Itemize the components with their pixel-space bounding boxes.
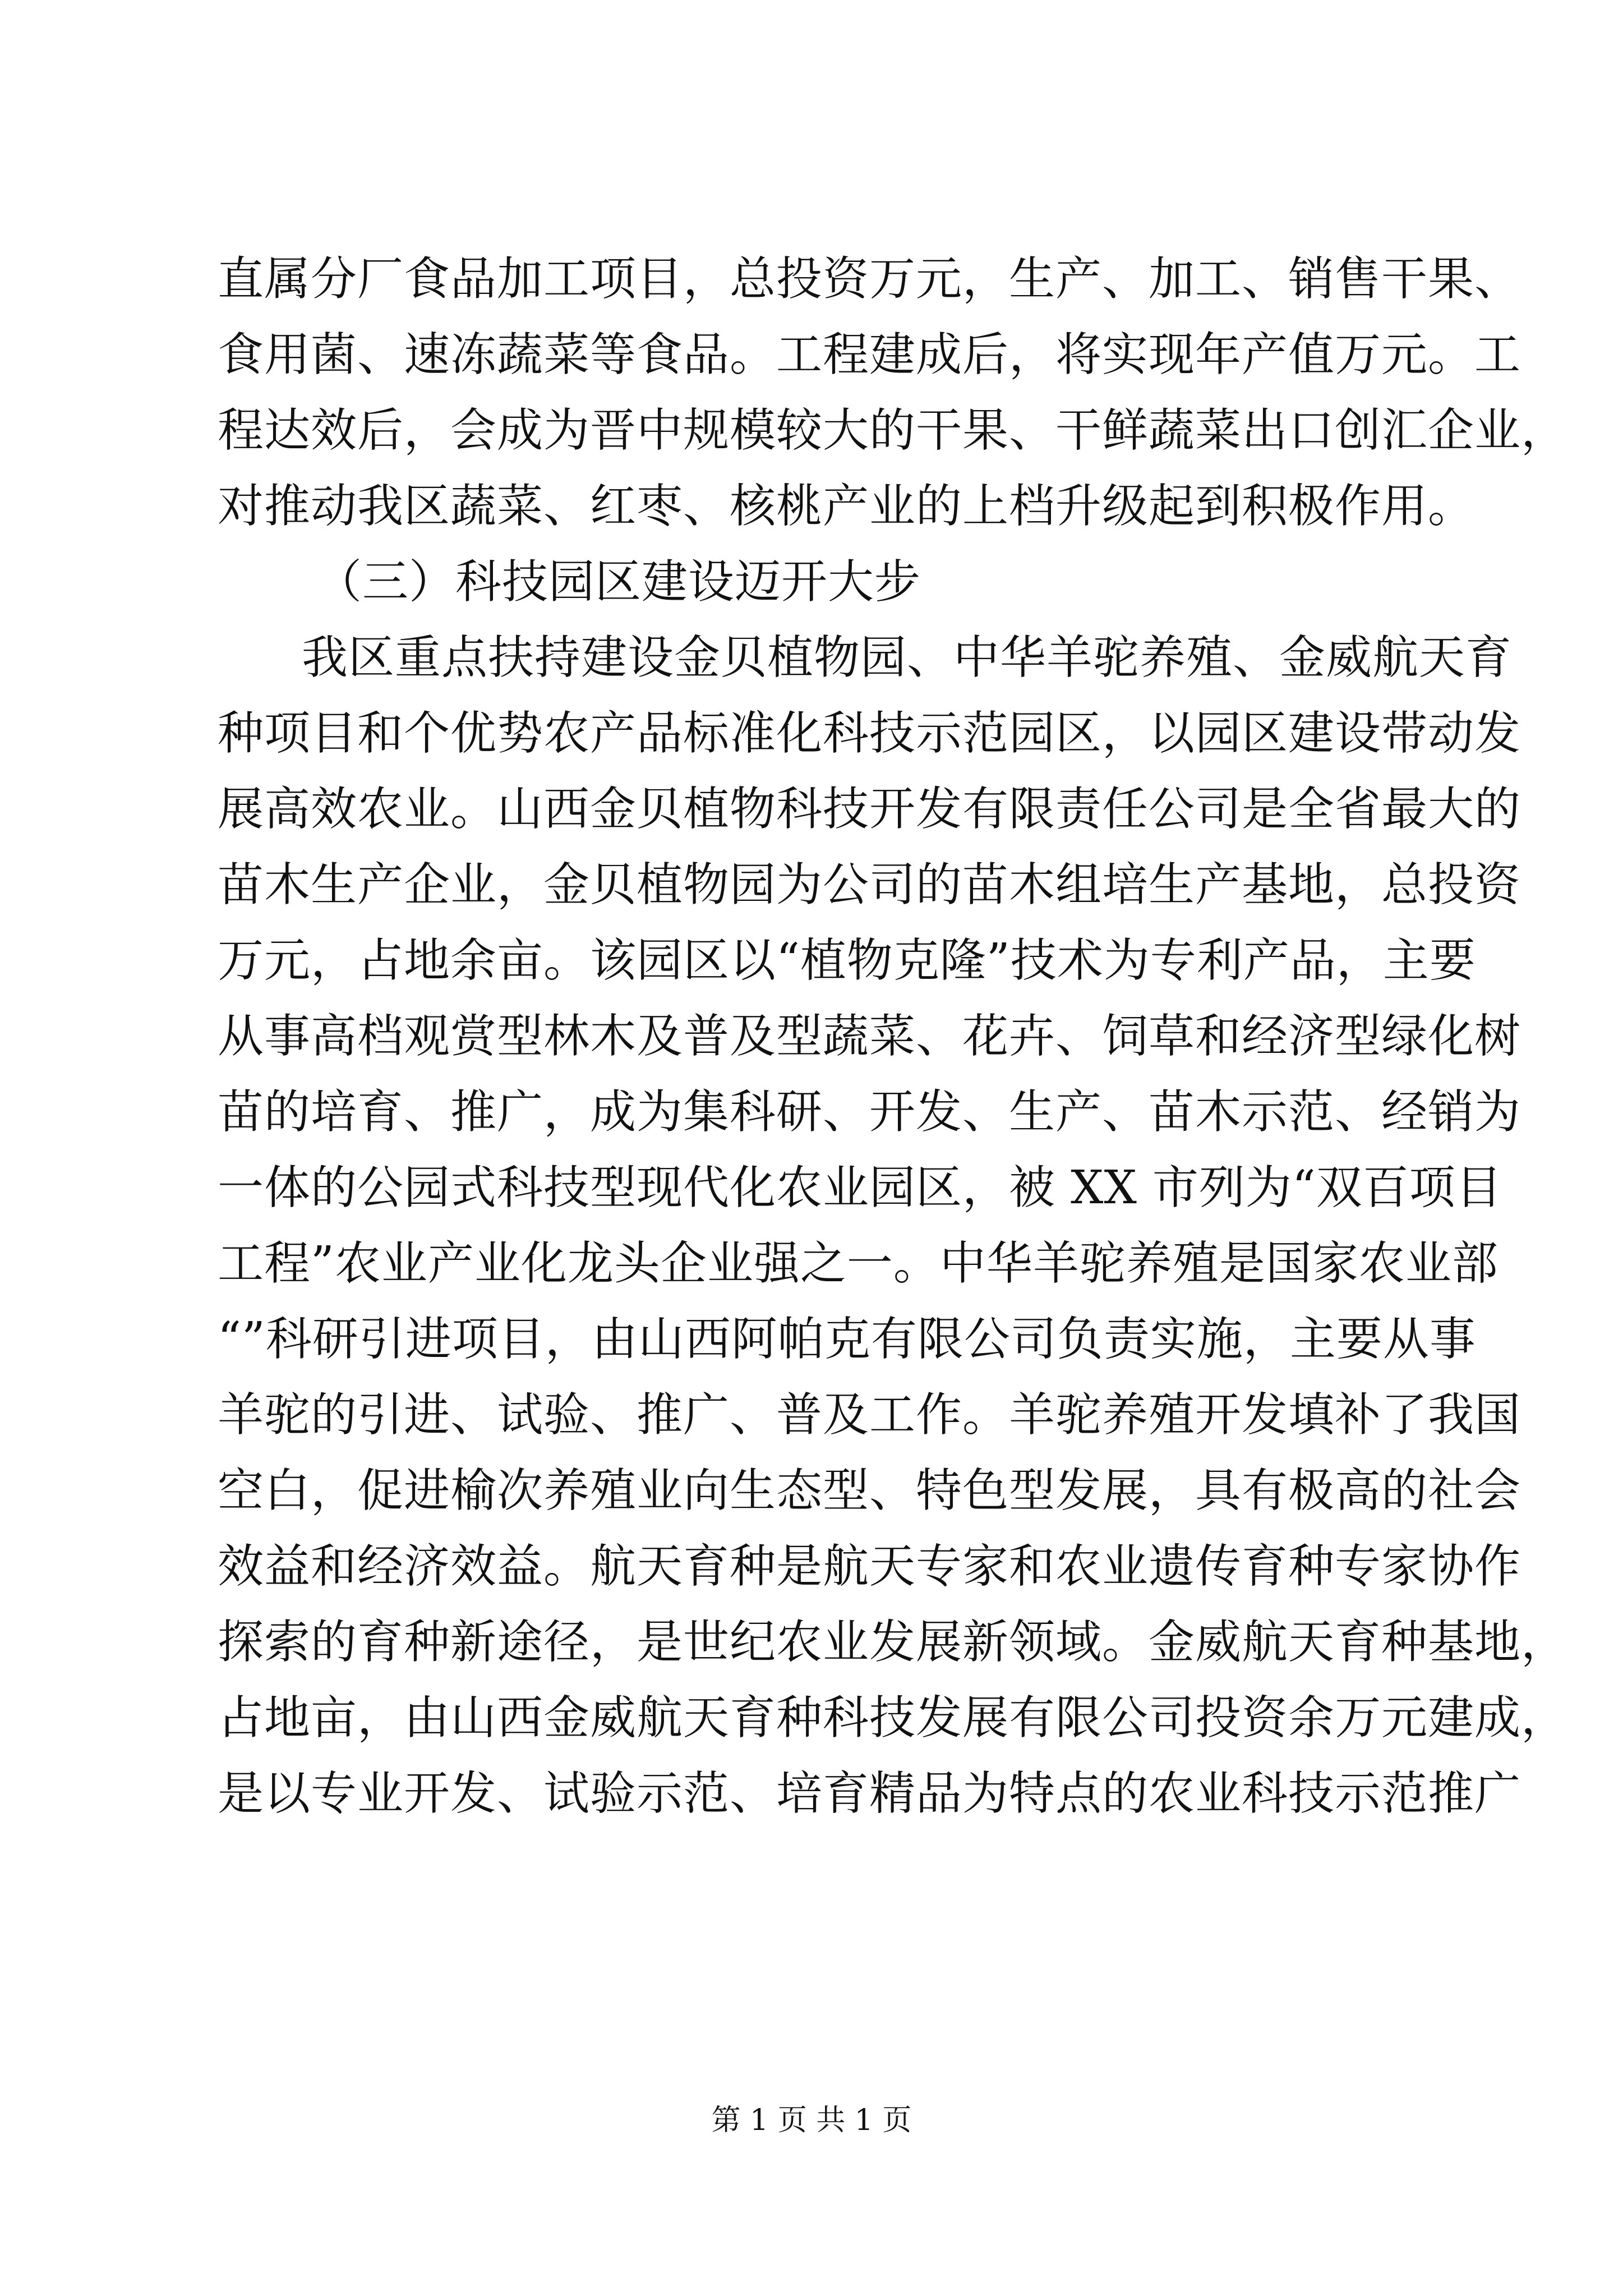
text-line: 从事高档观赏型林木及普及型蔬菜、花卉、饲草和经济型绿化树 [218,1010,1521,1063]
text-line: 苗的培育、推广，成为集科研、开发、生产、苗木示范、经销为 [218,1085,1521,1139]
text-line: 工程”农业产业化龙头企业强之一。中华羊驼养殖是国家农业部 [218,1237,1498,1290]
page-footer: 第 1 页 共 1 页 [711,2104,912,2137]
text-line: 羊驼的引进、试验、推广、普及工作。羊驼养殖开发填补了我国 [218,1388,1521,1442]
text-line: “”科研引进项目，由山西阿帕克有限公司负责实施，主要从事 [218,1313,1476,1366]
section-heading: （三）科技园区建设迈开大步 [316,555,921,609]
text-line: 万元，占地余亩。该园区以“植物克隆”技术为专利产品，主要 [218,934,1476,987]
text-line: 空白，促进榆次养殖业向生态型、特色型发展，具有极高的社会 [218,1464,1521,1517]
text-line: 是以专业开发、试验示范、培育精品为特点的农业科技示范推广 [218,1767,1521,1820]
text-line: 苗木生产企业，金贝植物园为公司的苗木组培生产基地，总投资 [218,858,1521,912]
text-line: 程达效后，会成为晋中规模较大的干果、干鲜蔬菜出口创汇企业， [218,404,1568,457]
text-line: 食用菌、速冻蔬菜等食品。工程建成后，将实现年产值万元。工 [218,328,1521,381]
text-line: 我区重点扶持建设金贝植物园、中华羊驼养殖、金威航天育 [302,631,1513,684]
text-line: 对推动我区蔬菜、红枣、核桃产业的上档升级起到积极作用。 [218,480,1475,533]
text-line: 直属分厂食品加工项目，总投资万元，生产、加工、销售干果、 [218,252,1521,306]
text-line: 展高效农业。山西金贝植物科技开发有限责任公司是全省最大的 [218,783,1521,836]
text-line: 一体的公园式科技型现代化农业园区，被 XX 市列为“双百项目 [218,1161,1502,1214]
text-line: 探索的育种新途径，是世纪农业发展新领域。金威航天育种基地， [218,1616,1568,1669]
text-line: 种项目和个优势农产品标准化科技示范园区，以园区建设带动发 [218,707,1521,760]
text-line: 效益和经济效益。航天育种是航天专家和农业遗传育种专家协作 [218,1540,1521,1593]
text-line: 占地亩，由山西金威航天育种科技发展有限公司投资余万元建成， [218,1691,1568,1745]
document-body [218,241,1568,1832]
